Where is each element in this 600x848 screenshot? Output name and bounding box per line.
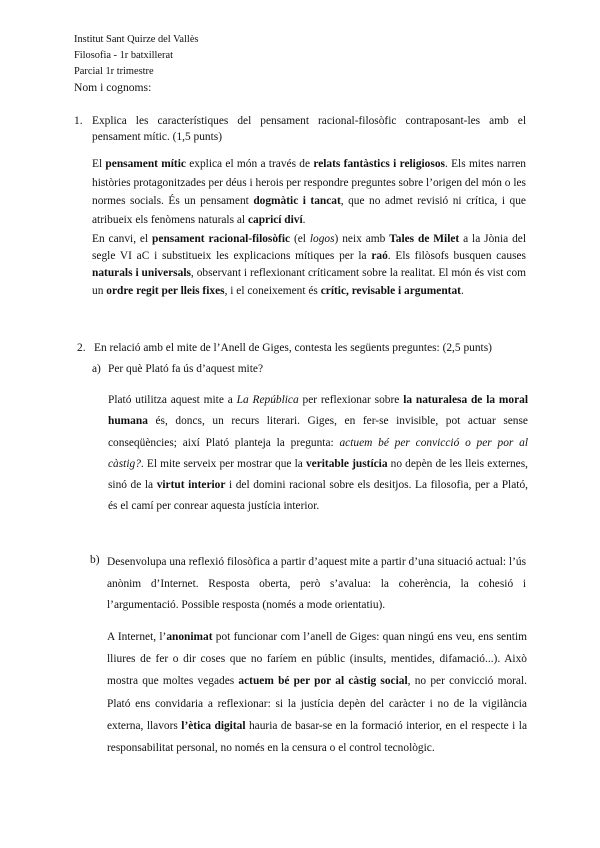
q2-question: En relació amb el mite de l’Anell de Giges, contesta les següents preguntes: (2,5 punts) [94, 342, 492, 354]
term-divine-whim: capricí diví [247, 213, 303, 226]
q1-number: 1. [74, 115, 83, 127]
name-field-label: Nom i cognoms: [74, 81, 152, 94]
term-mythical-thought: pensament mític [105, 158, 186, 170]
term-anonymity: anonimat [166, 631, 213, 643]
term-nature-of-morality: la naturalesa de la moral humana [108, 394, 528, 428]
term-digital-ethics: l’ètica digital [181, 719, 246, 732]
term-critical-knowledge: crític, revisable i argumentat [320, 284, 461, 297]
term-natural-universal: naturals i universals [92, 267, 191, 280]
q2-number: 2. [77, 342, 86, 354]
q1-answer-paragraph-1: El pensament mític explica el món a través de relats fantàstics i religiosos. Els mites narren històries protagonitzades per déus i herois per respondre preguntes sobre l’origen del món o les normes socials. És un pensament dogmàtic i tancat, que no admet revisió ni crítica, i que atribueix els fenòmens naturals al capricí diví. [92, 158, 527, 226]
term-fantastic-stories: relats fantàstics i religiosos [313, 158, 445, 170]
q2a-question: Per què Plató fa ús d’aquest mite? [108, 363, 263, 375]
term-rational-thought: pensament racional-filosòfic [152, 233, 291, 245]
q1-question: Explica les característiques del pensament racional-filosòfic contraposant-les amb el pensament mític. (1,5 punts) [92, 115, 526, 143]
q2a-answer: Plató utilitza aquest mite a La República per reflexionar sobre la naturalesa de la moral humana és, doncs, un recurs literari. Giges, en fer-se invisible, pot actuar sense conseqüències; així Plató planteja la pregunta: actuem bé per convicció o per por al càstig?. El mite serveix per mostrar que la veritable justícia no depèn de les lleis externes, sinó de la virtut interior i del domini racional sobre els desitjos. La filosofia, per a Plató, és el camí per conrear aquesta justícia interior. [108, 394, 528, 513]
term-key-question: actuem bé per convicció o per por al càstig? [108, 436, 528, 470]
exam-name: Parcial 1r trimestre [74, 66, 154, 77]
q2a-label: a) [92, 363, 101, 375]
term-republic: La República [236, 394, 299, 406]
q1-answer-paragraph-2: En canvi, el pensament racional-filosòfic (el logos) neix amb Tales de Milet a la Jònia del segle VI aC i substitueix les explicacions mítiques per la raó. Els filòsofs busquen causes naturals i universals, observant i reflexionant críticament sobre la realitat. El món és vist com un ordre regit per lleis fixes, i el coneixement és crític, revisable i argumentat. [92, 233, 526, 297]
q2b-question: Desenvolupa una reflexió filosòfica a partir d’aquest mite a partir d’una situació actual: l’ús anònim d’Internet. Resposta oberta, però s’avalua: la coherència, la cohesió i l’argumentació. Possible resposta (només a mode orientatiu). [107, 556, 526, 611]
term-dogmatic: dogmàtic i tancat [253, 195, 341, 207]
term-inner-virtue: virtut interior [156, 479, 226, 492]
term-fixed-order: ordre regit per lleis fixes [106, 284, 225, 297]
school-name: Institut Sant Quirze del Vallès [74, 34, 199, 45]
q2b-label: b) [90, 554, 100, 566]
q2b-answer: A Internet, l’anonimat pot funcionar com l’anell de Giges: quan ningú ens veu, ens sentim lliures de fer o dir coses que no faríem en públic (insults, mentides, difamació...). Això mostra que moltes vegades actuem bé per por al càstig social, no per convicció moral. Plató ens convidaria a reflexionar: si la justícia depèn del caràcter i no de la vigilància externa, llavors l’ètica digital hauria de basar-se en la formació interior, en el respecte i la responsabilitat personal, no només en la censura o el control tecnològic. [107, 631, 528, 755]
term-fear-of-punishment: actuem bé per por al càstig social [238, 675, 408, 688]
document-header [74, 32, 198, 96]
term-logos: logos [309, 233, 335, 245]
term-true-justice: veritable justícia [305, 457, 388, 470]
course-name: Filosofia - 1r batxillerat [74, 50, 173, 61]
term-reason: raó [371, 250, 388, 263]
term-thales: Tales de Milet [389, 233, 460, 245]
